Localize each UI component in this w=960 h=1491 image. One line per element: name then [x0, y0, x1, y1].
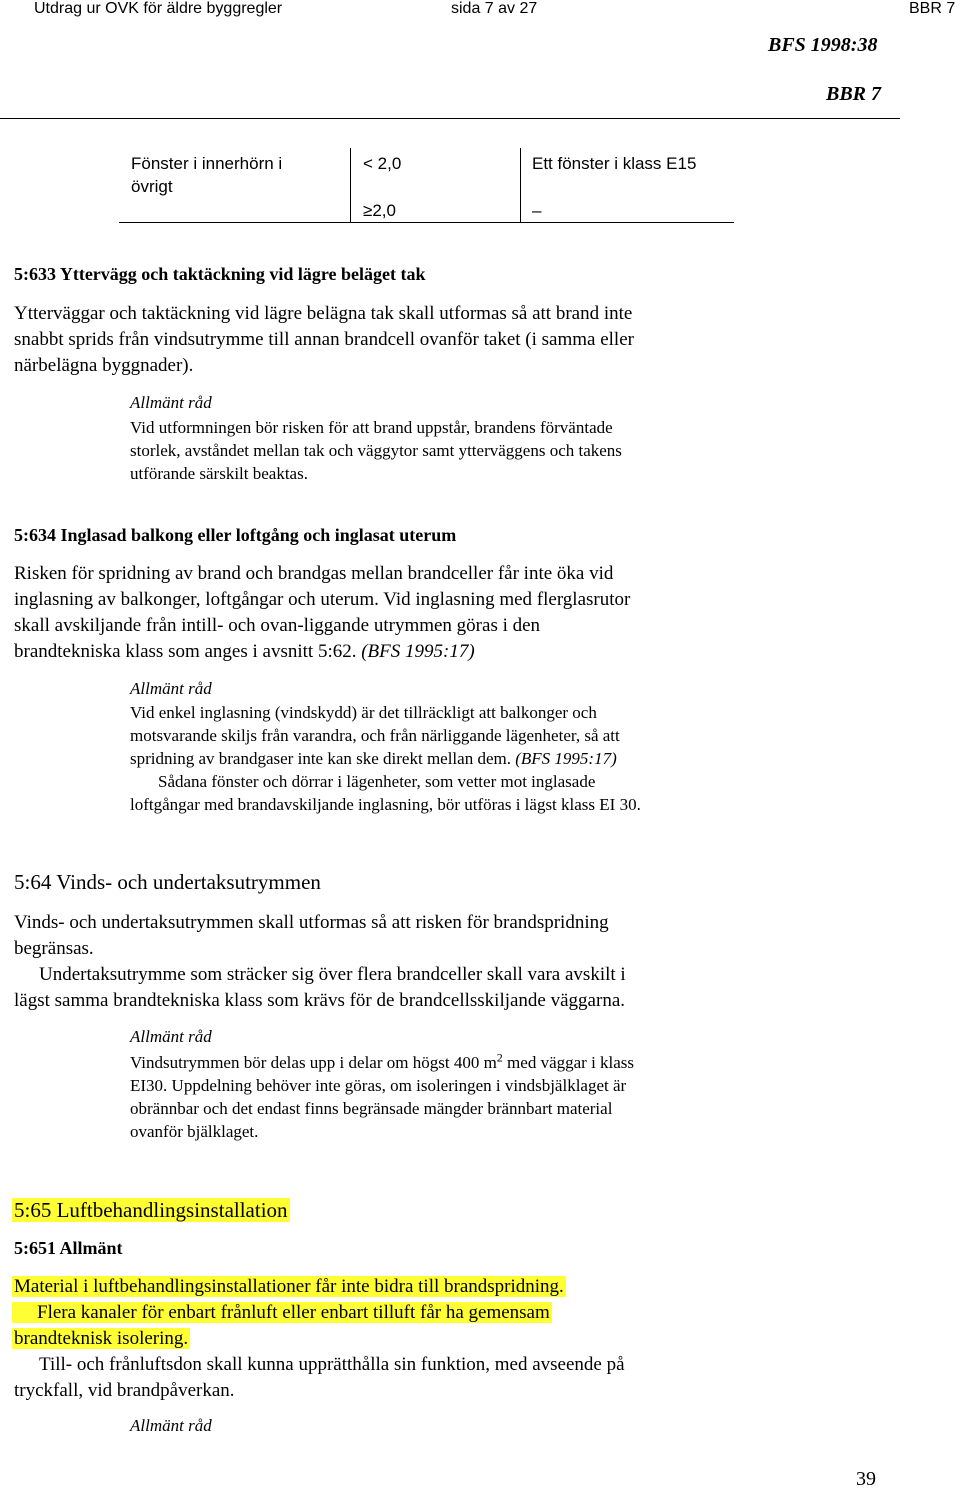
highlighted-heading: 5:65 Luftbehandlingsinstallation: [14, 1198, 288, 1222]
body-line: tryckfall, vid brandpåverkan.: [14, 1380, 235, 1401]
highlighted-text: brandteknisk isolering.: [14, 1328, 189, 1349]
bfs-reference: (BFS 1995:17): [515, 749, 617, 768]
body-line: inglasning av balkonger, loftgångar och uterum. Vid inglasning med flerglasrutor: [14, 589, 631, 610]
section-633-advice: [130, 416, 622, 485]
advice-line-text: Vindsutrymmen bör delas upp i delar om högst 400 m: [130, 1053, 497, 1072]
advice-line: ovanför bjälklaget.: [130, 1122, 259, 1141]
advice-line: obrännbar och det endast finns begränsade mängder brännbart material: [130, 1099, 613, 1118]
section-633-heading: 5:633 Yttervägg och taktäckning vid lägre beläget tak: [14, 264, 426, 284]
body-line: lägst samma brandtekniska klass som krävs för de brandcellsskiljande väggarna.: [14, 990, 625, 1011]
page-number: 39: [856, 1468, 876, 1490]
bfs-number: BFS 1998:38: [768, 34, 878, 56]
header-rule: [0, 118, 900, 119]
highlighted-text: Material i luftbehandlingsinstallationer får inte bidra till brandspridning.: [14, 1276, 564, 1297]
section-634-advice: [130, 701, 641, 816]
advice-line: loftgångar med brandavskiljande inglasning, bör utföras i lägst klass EI 30.: [130, 795, 641, 814]
body-line-text: brandtekniska klass som anges i avsnitt 5:62.: [14, 641, 357, 662]
advice-line-text: spridning av brandgaser inte kan ske direkt mellan dem.: [130, 749, 511, 768]
section-633-advice-title: Allmänt råd: [130, 393, 212, 412]
table-vline-2: [520, 148, 521, 223]
section-634-advice-title: Allmänt råd: [130, 679, 212, 698]
table-row1-result: Ett fönster i klass E15: [532, 154, 697, 173]
table-vline-1: [350, 148, 351, 223]
section-65-heading: [12, 1195, 290, 1225]
table-row1-value: < 2,0: [363, 154, 402, 173]
advice-line: [130, 747, 641, 770]
header-code: BBR 7: [909, 0, 956, 17]
table-rule-2: [351, 222, 520, 223]
table-label-line-1: Fönster i innerhörn i: [131, 154, 283, 173]
advice-line: EI30. Uppdelning behöver inte göras, om isoleringen i vindsbjälklaget är: [130, 1076, 627, 1095]
body-line: Risken för spridning av brand och brandgas mellan brandceller får inte öka vid: [14, 563, 614, 584]
header-doc-title: Utdrag ur OVK för äldre byggregler: [34, 0, 283, 17]
body-line: [12, 1300, 625, 1326]
bfs-reference: (BFS 1995:17): [361, 641, 475, 662]
body-line: snabbt sprids från vindsutrymme till annan brandcell ovanför taket (i samma eller: [14, 329, 634, 350]
table-rule-3: [521, 222, 734, 223]
body-line: skall avskiljande från intill- och ovan-liggande utrymmen göras i den: [14, 615, 541, 636]
table-row2-value: [363, 199, 396, 223]
body-line: Ytterväggar och taktäckning vid lägre belägna tak skall utformas så att brand inte: [14, 303, 633, 324]
table-row2-number: 2,0: [372, 201, 396, 220]
section-64-advice-title: Allmänt råd: [130, 1027, 212, 1046]
body-line: begränsas.: [14, 938, 94, 959]
advice-line: motsvarande skiljs från varandra, och från närliggande lägenheter, så att: [130, 726, 620, 745]
section-633-body: [14, 301, 634, 379]
section-65-advice-title: Allmänt råd: [130, 1416, 212, 1435]
advice-line: Sådana fönster och dörrar i lägenheter, som vetter mot inglasade: [158, 772, 596, 791]
body-line: Vinds- och undertaksutrymmen skall utformas så att risken för brandspridning: [14, 912, 609, 933]
header-page-counter: sida 7 av 27: [451, 0, 538, 17]
body-line: närbelägna byggnader).: [14, 355, 194, 376]
section-64-heading: 5:64 Vinds- och undertaksutrymmen: [14, 870, 321, 894]
superscript: 2: [496, 1050, 503, 1065]
advice-line: Vid utformningen bör risken för att brand uppstår, brandens förväntade: [130, 418, 613, 437]
section-634-heading: 5:634 Inglasad balkong eller loftgång och inglasat uterum: [14, 525, 457, 545]
advice-line: [130, 1051, 634, 1074]
section-651-body: [12, 1274, 625, 1404]
table-label-line-2: övrigt: [131, 177, 173, 196]
body-line: [12, 1326, 625, 1352]
advice-line: storlek, avståndet mellan tak och väggytor samt ytterväggens och takens: [130, 441, 622, 460]
greater-or-equal-icon: ≥: [363, 201, 373, 220]
table-rule-1: [119, 222, 350, 223]
advice-line: Vid enkel inglasning (vindskydd) är det tillräckligt att balkonger och: [130, 703, 597, 722]
highlighted-text: Flera kanaler för enbart frånluft eller enbart tilluft får ha gemensam: [12, 1302, 552, 1323]
table-row2-result: –: [532, 201, 542, 220]
section-634-body: [14, 561, 630, 665]
body-line: [14, 639, 630, 665]
section-64-body: [14, 910, 626, 1014]
section-651-heading: 5:651 Allmänt: [14, 1238, 123, 1258]
body-line: Till- och frånluftsdon skall kunna upprätthålla sin funktion, med avseende på: [39, 1354, 625, 1375]
advice-line: utförande särskilt beaktas.: [130, 464, 308, 483]
advice-line-text: med väggar i klass: [502, 1053, 635, 1072]
section-64-advice: [130, 1051, 634, 1143]
body-line: Undertaksutrymme som sträcker sig över flera brandceller skall vara avskilt i: [39, 964, 626, 985]
body-line: [12, 1274, 625, 1300]
bbr-label: BBR 7: [826, 83, 882, 105]
